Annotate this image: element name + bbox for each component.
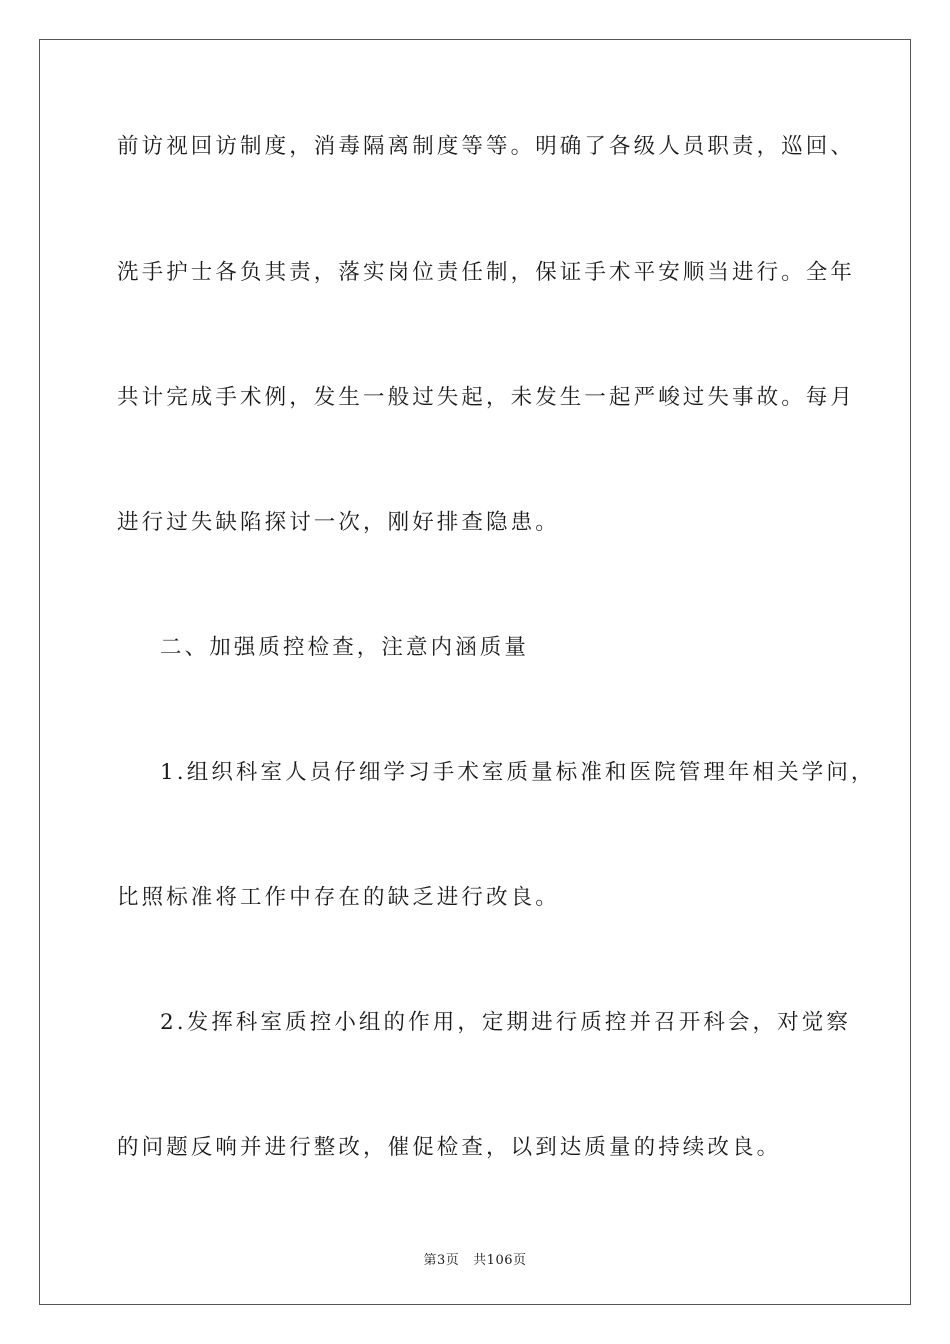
page-footer — [0, 1249, 950, 1268]
paragraph-line-4: 进行过失缺陷探讨一次，刚好排查隐患。 — [117, 510, 560, 535]
page-border — [39, 39, 911, 1305]
list-item-1-line-2: 比照标准将工作中存在的缺乏进行改良。 — [117, 885, 560, 910]
page-total: 共106页 — [473, 1253, 527, 1268]
list-item-2-line-1: 2.发挥科室质控小组的作用，定期进行质控并召开科会，对觉察 — [160, 1010, 851, 1035]
section-heading: 二、加强质控检查，注意内涵质量 — [160, 635, 530, 660]
page-number: 第3页 — [423, 1253, 460, 1268]
paragraph-line-2: 洗手护士各负其责，落实岗位责任制，保证手术平安顺当进行。全年 — [117, 260, 856, 285]
list-item-2-line-2: 的问题反响并进行整改，催促检查，以到达质量的持续改良。 — [117, 1135, 782, 1160]
paragraph-line-3: 共计完成手术例，发生一般过失起，未发生一起严峻过失事故。每月 — [117, 385, 856, 410]
list-item-1-line-1: 1.组织科室人员仔细学习手术室质量标准和医院管理年相关学问， — [160, 760, 876, 785]
paragraph-line-1: 前访视回访制度，消毒隔离制度等等。明确了各级人员职责，巡回、 — [117, 134, 856, 159]
